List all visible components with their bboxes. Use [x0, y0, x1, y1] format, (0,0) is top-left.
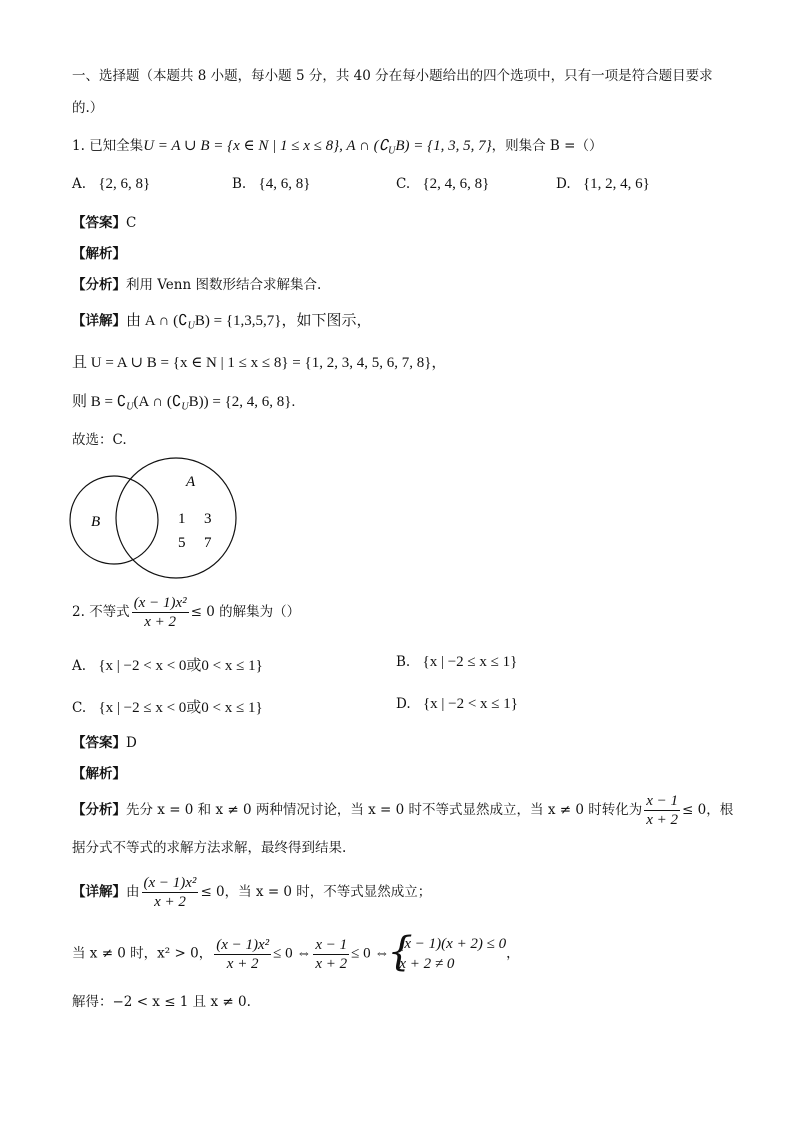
- venn-circle-b: [70, 476, 158, 564]
- q1-conclusion: 故选：C.: [72, 432, 127, 448]
- venn-element-1: 1: [178, 511, 186, 527]
- q2-xj2-mid2: ≤ 0 ⇔: [351, 945, 390, 962]
- venn-diagram: [66, 452, 246, 584]
- q2-prefix: 不等式: [89, 604, 130, 620]
- q2-solve: 解得：−2 < x ≤ 1 且 x ≠ 0.: [72, 994, 251, 1010]
- q1-answer-tag: 【答案】: [72, 215, 126, 231]
- section-header-line-2: 的.）: [72, 100, 104, 116]
- q2-xj2-fraction-1: [214, 936, 271, 973]
- q1-option-a-label: A.: [72, 176, 87, 192]
- q1-xj1-a: 由 A ∩ (∁: [126, 313, 188, 329]
- q1-xiangjie-line-1: [72, 311, 372, 337]
- q1-option-a: [72, 176, 150, 193]
- q2-option-d-value: {x | −2 < x ≤ 1}: [422, 696, 518, 712]
- q1-xj1-b: B) = {1,3,5,7}，如下图示，: [194, 313, 372, 329]
- q2-xj-frac-den: x + 2: [154, 894, 186, 910]
- q1-suffix: ，则集合 B =（）: [491, 138, 603, 154]
- venn-element-3: 3: [204, 511, 212, 527]
- q2-xj2-frac2-num: x − 1: [315, 936, 348, 953]
- q1-math-sub: U: [388, 145, 396, 157]
- venn-element-5: 5: [178, 535, 186, 551]
- q2-option-a-label: A.: [72, 658, 87, 674]
- q2-xj-b: ≤ 0，当 x = 0 时，不等式显然成立；: [200, 884, 432, 900]
- q1-fenxi-text: 利用 Venn 图数形结合求解集合.: [126, 277, 322, 293]
- q2-xj2-a: 当 x ≠ 0 时，x² > 0，: [72, 945, 213, 962]
- q2-option-c: [72, 696, 263, 717]
- q2-xiangjie-line-2: [72, 934, 520, 974]
- q2-fenxi-b: ≤ 0，根: [682, 802, 734, 818]
- q1-xj3-a: 则 B = ∁: [72, 394, 127, 410]
- q2-xj2-system: [389, 934, 506, 974]
- q2-option-b: [396, 654, 517, 671]
- q2-fraction: [132, 594, 189, 631]
- q1-stem: [72, 136, 602, 162]
- q2-option-d: [396, 696, 518, 713]
- q2-xj2-frac2-den: x + 2: [315, 955, 348, 972]
- q1-xiangjie-line-3: [72, 392, 295, 418]
- q2-fenxi-line-1: [72, 792, 733, 829]
- q1-xiangjie-tag: 【详解】: [72, 313, 126, 329]
- q1-number: 1.: [72, 138, 85, 154]
- q2-stem: [72, 594, 300, 631]
- q1-option-c-value: {2, 4, 6, 8}: [422, 176, 490, 192]
- venn-label-b: B: [91, 514, 101, 530]
- q2-option-a: [72, 654, 263, 675]
- q1-option-b: [232, 176, 310, 193]
- q2-fenxi-fraction: [644, 792, 680, 829]
- q2-fenxi-a: 先分 x = 0 和 x ≠ 0 两种情况讨论，当 x = 0 时不等式显然成立，当 x ≠ 0 时转化为: [126, 802, 643, 818]
- q1-xj2-text: 且 U = A ∪ B = {x ∈ N | 1 ≤ x ≤ 8} = {1, 2, 3, 4, 5, 6, 7, 8}，: [72, 355, 447, 371]
- q2-xj2-sys1: { (x − 1)(x + 2) ≤ 0: [399, 936, 507, 952]
- venn-element-7: 7: [204, 535, 212, 551]
- q2-number: 2.: [72, 604, 85, 620]
- q1-analysis-tag: 【解析】: [72, 246, 126, 262]
- q1-option-b-value: {4, 6, 8}: [258, 176, 311, 192]
- q2-answer: [72, 733, 137, 753]
- q2-xj-a: 由: [126, 884, 140, 900]
- q2-fenxi-tag: 【分析】: [72, 802, 126, 818]
- q2-answer-tag: 【答案】: [72, 735, 126, 751]
- section-header-line-1: 一、选择题（本题共 8 小题，每小题 5 分，共 40 分在每小题给出的四个选项中，只有一项是符合题目要求: [72, 68, 713, 84]
- q1-math-end: B) = {1, 3, 5, 7}: [395, 138, 492, 154]
- q2-fenxi-frac-num: x − 1: [646, 793, 678, 809]
- q2-xj2-frac1-num: (x − 1)x²: [216, 936, 270, 953]
- q2-xj2-sys2: x + 2 ≠ 0: [399, 956, 455, 972]
- q1-option-c: [396, 176, 489, 193]
- q2-xj-fraction: [142, 874, 199, 911]
- q1-prefix: 已知全集: [89, 138, 144, 154]
- q2-fenxi-line-2: 据分式不等式的求解方法求解，最终得到结果.: [72, 840, 347, 856]
- q2-fenxi-frac-den: x + 2: [646, 812, 678, 828]
- q1-xj3-sub: U: [126, 401, 134, 413]
- q2-option-b-value: {x | −2 ≤ x ≤ 1}: [422, 654, 518, 670]
- q2-xiangjie-line-1: [72, 874, 431, 911]
- venn-circle-a: [116, 458, 236, 578]
- q1-xj3-b: (A ∩ (∁: [133, 394, 182, 410]
- q2-frac-num: (x − 1)x²: [133, 595, 187, 611]
- q1-option-d-value: {1, 2, 4, 6}: [582, 176, 650, 192]
- q1-option-b-label: B.: [232, 176, 247, 192]
- q2-after-frac: ≤ 0 的解集为（）: [190, 604, 301, 620]
- q2-xj2-frac1-den: x + 2: [226, 955, 259, 972]
- q1-option-a-value: {2, 6, 8}: [98, 176, 151, 192]
- q2-option-c-value: {x | −2 ≤ x < 0或0 < x ≤ 1}: [98, 700, 263, 716]
- q2-xj2-fraction-2: [313, 936, 349, 973]
- q2-option-b-label: B.: [396, 654, 411, 670]
- q1-math: U = A ∪ B = {x ∈ N | 1 ≤ x ≤ 8}, A ∩ (∁: [143, 138, 389, 154]
- q1-xj1-sub: U: [187, 320, 195, 332]
- q1-xj3-c: B)) = {2, 4, 6, 8}.: [188, 394, 296, 410]
- q2-xj2-mid1: ≤ 0 ⇔: [273, 945, 312, 962]
- q2-answer-value: D: [126, 735, 137, 751]
- q2-xj2-end: ，: [506, 945, 520, 962]
- q2-option-c-label: C.: [72, 700, 87, 716]
- q2-analysis-tag: 【解析】: [72, 766, 126, 782]
- q1-answer-value: C: [126, 215, 137, 231]
- q2-xiangjie-tag: 【详解】: [72, 884, 126, 900]
- q1-fenxi: [72, 275, 321, 295]
- q1-option-d: [556, 176, 650, 193]
- q1-xj3-sub2: U: [181, 401, 189, 413]
- q2-option-d-label: D.: [396, 696, 411, 712]
- q1-fenxi-tag: 【分析】: [72, 277, 126, 293]
- q2-xj-frac-num: (x − 1)x²: [143, 875, 197, 891]
- q2-option-a-value: {x | −2 < x < 0或0 < x ≤ 1}: [98, 658, 263, 674]
- q1-option-d-label: D.: [556, 176, 571, 192]
- venn-label-a: A: [186, 474, 196, 490]
- q2-frac-den: x + 2: [144, 614, 177, 630]
- q1-option-c-label: C.: [396, 176, 411, 192]
- q1-xiangjie-line-2: [72, 353, 446, 373]
- q1-answer: [72, 213, 136, 233]
